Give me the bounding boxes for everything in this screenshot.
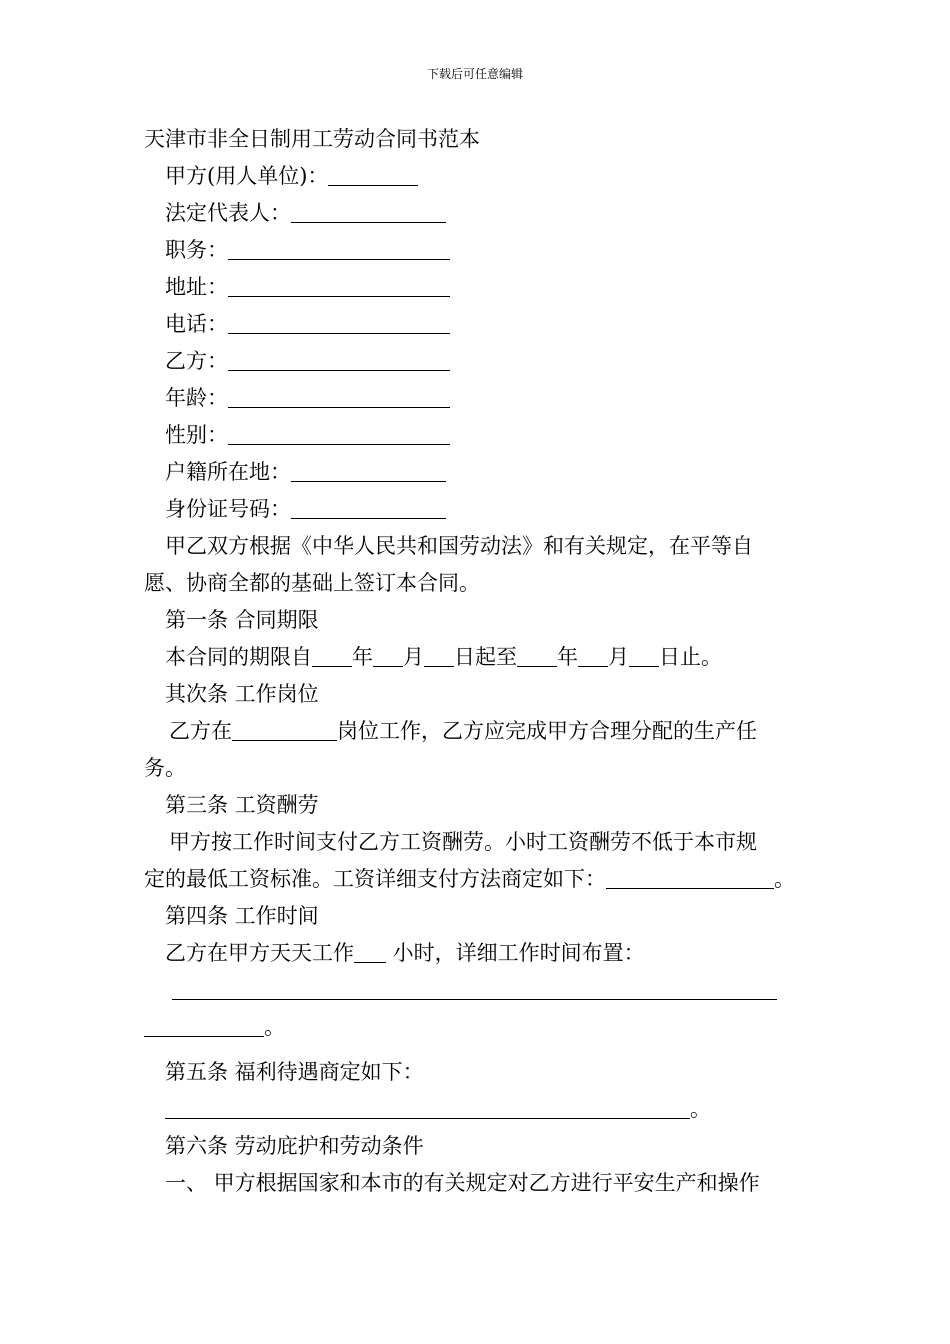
address-line — [144, 269, 808, 306]
end-month-blank — [578, 644, 608, 667]
party-a-label: 甲方(用人单位)： — [165, 164, 329, 188]
age-blank — [228, 385, 450, 408]
article-3-title: 第三条 工资酬劳 — [165, 793, 319, 817]
contract-body — [144, 121, 808, 1202]
article-2-text-a: 乙方在 — [169, 719, 232, 743]
start-day-blank — [424, 644, 454, 667]
start-month-blank — [373, 644, 403, 667]
household-line — [144, 454, 808, 491]
header-note: 下载后可任意编辑 — [426, 67, 523, 81]
article-3-line-1: 甲方按工作时间支付乙方工资酬劳。小时工资酬劳不低于本市规 — [169, 830, 757, 854]
schedule-blank-1 — [172, 977, 777, 1000]
article-4-text-a: 乙方在甲方天天工作 — [165, 941, 354, 965]
intro-line-2: 愿、协商全都的基础上签订本合同。 — [144, 571, 480, 595]
phone-line — [144, 306, 808, 343]
age-line — [144, 380, 808, 417]
spacer — [144, 1046, 808, 1054]
start-year-blank — [312, 644, 352, 667]
article-6-line-1: 一、 甲方根据国家和本市的有关规定对乙方进行平安生产和操作 — [165, 1171, 760, 1195]
article-1-term-line — [144, 639, 808, 676]
article-2-title: 其次条 工作岗位 — [165, 682, 319, 706]
article-3-line-2 — [144, 861, 808, 898]
party-b-label: 乙方： — [165, 349, 228, 373]
intro-line-1: 甲乙双方根据《中华人民共和国劳动法》和有关规定，在平等自 — [165, 534, 753, 558]
article-2-text-b: 岗位工作，乙方应完成甲方合理分配的生产任 — [337, 719, 757, 743]
age-label: 年龄： — [165, 386, 228, 410]
gender-label: 性别： — [165, 423, 228, 447]
party-b-line — [144, 343, 808, 380]
article-4-text-b: 小时，详细工作时间布置： — [386, 941, 645, 965]
position-blank — [228, 237, 450, 260]
article-4-period: 。 — [264, 1015, 285, 1039]
party-a-line — [144, 158, 808, 195]
end-year-blank — [517, 644, 557, 667]
article-2-line-1 — [144, 713, 808, 750]
article-1-title: 第一条 合同期限 — [165, 608, 319, 632]
article-5-period: 。 — [690, 1097, 711, 1121]
article-4-blank-line-2 — [144, 1009, 808, 1046]
job-post-blank — [232, 718, 337, 741]
phone-label: 电话： — [165, 312, 228, 336]
legal-rep-blank — [291, 200, 446, 223]
end-year-label: 年 — [557, 645, 578, 669]
article-5-title: 第五条 福利待遇商定如下： — [165, 1060, 424, 1084]
party-a-blank — [328, 163, 418, 186]
article-4-title: 第四条 工作时间 — [165, 904, 319, 928]
article-2-line-2: 务。 — [144, 756, 186, 780]
start-month-label: 月 — [403, 645, 424, 669]
article-4-line-1 — [144, 935, 808, 972]
start-year-label: 年 — [352, 645, 373, 669]
start-day-label: 日起至 — [454, 645, 517, 669]
end-day-label: 日止。 — [659, 645, 722, 669]
gender-blank — [228, 422, 450, 445]
id-number-line — [144, 491, 808, 528]
term-start-label: 本合同的期限自 — [165, 645, 312, 669]
party-b-blank — [228, 348, 450, 371]
household-blank — [291, 459, 446, 482]
position-label: 职务： — [165, 238, 228, 262]
article-3-text: 定的最低工资标准。工资详细支付方法商定如下： — [144, 867, 606, 891]
address-blank — [228, 274, 450, 297]
position-line — [144, 232, 808, 269]
legal-rep-line — [144, 195, 808, 232]
id-number-blank — [291, 496, 446, 519]
end-month-label: 月 — [608, 645, 629, 669]
daily-hours-blank — [354, 940, 386, 963]
legal-rep-label: 法定代表人： — [165, 201, 291, 225]
end-day-blank — [629, 644, 659, 667]
document-title: 天津市非全日制用工劳动合同书范本 — [144, 127, 480, 151]
benefits-blank — [165, 1096, 690, 1119]
address-label: 地址： — [165, 275, 228, 299]
article-6-title: 第六条 劳动庇护和劳动条件 — [165, 1134, 424, 1158]
household-label: 户籍所在地： — [165, 460, 291, 484]
phone-blank — [228, 311, 450, 334]
gender-line — [144, 417, 808, 454]
id-number-label: 身份证号码： — [165, 497, 291, 521]
article-5-blank-line — [144, 1091, 808, 1128]
article-3-period: 。 — [774, 867, 795, 891]
payment-method-blank — [606, 866, 774, 889]
article-4-blank-line — [144, 972, 808, 1009]
schedule-blank-2 — [144, 1014, 264, 1037]
